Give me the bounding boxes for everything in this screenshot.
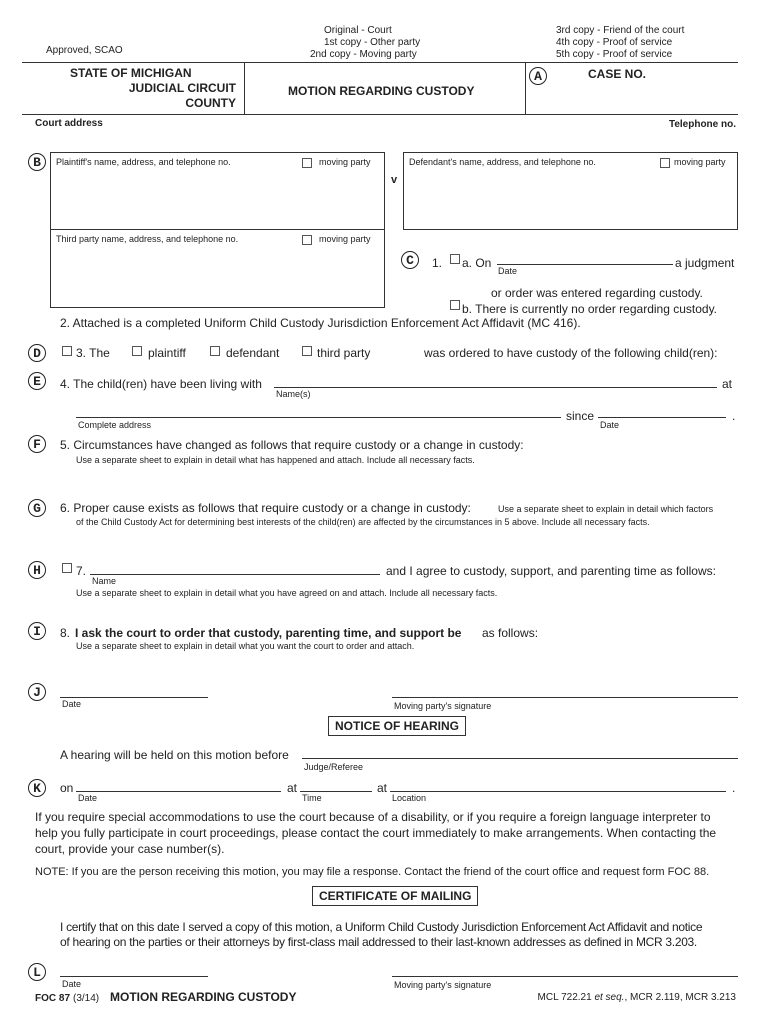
item5-text: 5. Circumstances have changed as follows that require custody or a change in custody: — [60, 438, 524, 452]
state-label: STATE OF MICHIGAN — [70, 66, 192, 80]
item4-date-line[interactable] — [598, 417, 726, 418]
item1a-on: a. On — [462, 256, 492, 270]
item4-address-caption: Complete address — [78, 420, 152, 430]
item8-rest: as follows: — [482, 626, 539, 640]
header-top-rule — [22, 62, 738, 63]
header-bottom-rule — [22, 114, 738, 115]
defendant-label: Defendant's name, address, and telephone no. — [409, 157, 596, 167]
marker-a: A — [529, 67, 547, 85]
marker-i: I — [28, 622, 46, 640]
sign1-date-line[interactable] — [60, 697, 208, 698]
item4-period: . — [732, 409, 736, 423]
copy-line-3: 2nd copy - Moving party — [310, 49, 417, 60]
third-party-label: Third party name, address, and telephone no. — [56, 234, 239, 244]
item7-number: 7. — [76, 564, 87, 578]
plaintiff-label: Plaintiff's name, address, and telephone no. — [56, 157, 231, 167]
item1b-text: b. There is currently no order regarding custody. — [462, 302, 718, 316]
hearing-at-2: at — [377, 781, 388, 795]
marker-g: G — [28, 499, 46, 517]
sign1-signature-caption: Moving party's signature — [394, 701, 492, 711]
item1-number: 1. — [432, 256, 443, 270]
copy-line-6: 5th copy - Proof of service — [556, 49, 673, 60]
marker-d: D — [28, 344, 46, 362]
hearing-at-1: at — [287, 781, 298, 795]
case-no-label: CASE NO. — [588, 67, 647, 81]
item1a-date-line[interactable] — [497, 264, 673, 265]
approved-label: Approved, SCAO — [46, 45, 123, 56]
item3-number: 3. The — [76, 346, 110, 360]
item3-third-party-checkbox[interactable] — [302, 346, 312, 356]
copy-line-1: Original - Court — [324, 25, 392, 36]
mailing-text-2: of hearing on the parties or their attorneys by first-class mail addressed to their last-known addresses as defined in MCR 3.203. — [60, 935, 697, 949]
plaintiff-moving-checkbox[interactable] — [302, 158, 312, 168]
item8-bold-text: I ask the court to order that custody, parenting time, and support be — [75, 626, 462, 640]
hearing-date-caption: Date — [78, 793, 98, 803]
marker-e: E — [28, 372, 46, 390]
hearing-date-line[interactable] — [76, 791, 281, 792]
copy-line-4: 3rd copy - Friend of the court — [556, 25, 685, 36]
item2-text: 2. Attached is a completed Uniform Child Custody Jurisdiction Enforcement Act Affidavit (MC 416). — [60, 316, 581, 330]
mailing-text-1: I certify that on this date I served a copy of this motion, a Uniform Child Custody Jurisdiction Enforcement Act Affidavit and notice — [60, 920, 703, 934]
header-divider-2 — [525, 62, 526, 114]
item4-address-line[interactable] — [76, 417, 561, 418]
hearing-judge-caption: Judge/Referee — [304, 762, 364, 772]
marker-l: L — [28, 963, 46, 981]
hearing-time-caption: Time — [302, 793, 322, 803]
footer-citation-mcr: , MCR 2.119, MCR 3.213 — [624, 992, 736, 1003]
item5-note: Use a separate sheet to explain in detail what has happened and attach. Include all necessary facts. — [76, 455, 475, 465]
plaintiff-box[interactable] — [50, 152, 385, 308]
item6-note-1: Use a separate sheet to explain in detail which factors — [498, 504, 714, 514]
item3-rest: was ordered to have custody of the following child(ren): — [424, 346, 718, 360]
item7-name-line[interactable] — [90, 574, 380, 575]
hearing-text: A hearing will be held on this motion before — [60, 748, 289, 762]
item4-text: 4. The child(ren) have been living with — [60, 377, 262, 391]
marker-b: B — [28, 153, 46, 171]
item1a-checkbox[interactable] — [450, 254, 460, 264]
hearing-judge-line[interactable] — [302, 758, 738, 759]
county-label: COUNTY — [185, 96, 236, 110]
ada-line-1: If you require special accommodations to use the court because of a disability, or if you require a foreign language interpreter to — [35, 810, 711, 824]
sign2-date-line[interactable] — [60, 976, 208, 977]
third-party-moving-label: moving party — [319, 234, 371, 244]
sign2-date-caption: Date — [62, 979, 82, 989]
item7-name-caption: Name — [92, 576, 117, 586]
footer-title: MOTION REGARDING CUSTODY — [110, 990, 297, 1004]
sign2-signature-line[interactable] — [392, 976, 738, 977]
item4-date-caption: Date — [600, 420, 620, 430]
item4-names-line[interactable] — [274, 387, 717, 388]
item8-note: Use a separate sheet to explain in detail what you want the court to order and attach. — [76, 641, 415, 651]
hearing-period: . — [732, 781, 736, 795]
marker-j: J — [28, 683, 46, 701]
hearing-on: on — [60, 781, 74, 795]
defendant-moving-label: moving party — [674, 157, 726, 167]
item1a-cont: or order was entered regarding custody. — [491, 286, 703, 300]
marker-h: H — [28, 561, 46, 579]
sign2-signature-caption: Moving party's signature — [394, 980, 492, 990]
item3-plaintiff-label: plaintiff — [148, 346, 186, 360]
marker-f: F — [28, 435, 46, 453]
header-divider-1 — [244, 62, 245, 114]
telephone-label: Telephone no. — [668, 119, 736, 130]
item1b-checkbox[interactable] — [450, 300, 460, 310]
item3-checkbox[interactable] — [62, 346, 72, 356]
item3-defendant-checkbox[interactable] — [210, 346, 220, 356]
ada-line-3: court, provide your case number(s). — [35, 842, 225, 856]
marker-k: K — [28, 779, 46, 797]
footer-citation-mcl: MCL 722.21 — [537, 992, 592, 1003]
item4-names-caption: Name(s) — [276, 389, 311, 399]
item3-defendant-label: defendant — [226, 346, 280, 360]
item4-at: at — [722, 377, 733, 391]
footer-citation — [538, 992, 736, 1003]
hearing-location-line[interactable] — [390, 791, 726, 792]
ada-line-2: help you fully participate in court proceedings, please contact the court immediately to make arrangements. When contacting the — [35, 826, 717, 840]
item1a-judgment: a judgment — [675, 256, 735, 270]
circuit-label: JUDICIAL CIRCUIT — [128, 81, 236, 95]
copy-line-2: 1st copy - Other party — [324, 37, 421, 48]
footer-revision: (3/14) — [73, 993, 100, 1004]
form-title: MOTION REGARDING CUSTODY — [288, 84, 475, 98]
certificate-of-mailing-title: CERTIFICATE OF MAILING — [312, 886, 478, 906]
marker-c: C — [401, 251, 419, 269]
item7-note: Use a separate sheet to explain in detail what you have agreed on and attach. Include all necessary facts. — [76, 588, 498, 598]
copy-line-5: 4th copy - Proof of service — [556, 37, 673, 48]
item6-note-2: of the Child Custody Act for determining best interests of the child(ren) are affected by the circumstances in 5 above. Include all necessary facts. — [76, 517, 650, 527]
versus-label: v — [391, 174, 398, 186]
court-address-label: Court address — [35, 118, 103, 129]
footer-form-number: FOC 87 — [35, 993, 71, 1004]
footer-citation-et-seq: et seq. — [594, 992, 625, 1003]
sign1-date-caption: Date — [62, 699, 82, 709]
item7-text: and I agree to custody, support, and parenting time as follows: — [386, 564, 716, 578]
third-party-moving-checkbox[interactable] — [302, 235, 312, 245]
plaintiff-third-divider — [50, 229, 385, 230]
defendant-moving-checkbox[interactable] — [660, 158, 670, 168]
item3-plaintiff-checkbox[interactable] — [132, 346, 142, 356]
item4-since: since — [566, 409, 595, 423]
response-note: NOTE: If you are the person receiving this motion, you may file a response. Contact the friend of the court office and request form FOC 88. — [35, 866, 710, 878]
hearing-time-line[interactable] — [300, 791, 372, 792]
sign1-signature-line[interactable] — [392, 697, 738, 698]
item1a-date-caption: Date — [498, 266, 518, 276]
item7-checkbox[interactable] — [62, 563, 72, 573]
hearing-location-caption: Location — [392, 793, 427, 803]
item8-number: 8. — [60, 626, 71, 640]
notice-of-hearing-title: NOTICE OF HEARING — [328, 716, 466, 736]
item3-third-party-label: third party — [317, 346, 371, 360]
item6-text: 6. Proper cause exists as follows that require custody or a change in custody: — [60, 501, 471, 515]
plaintiff-moving-label: moving party — [319, 157, 371, 167]
